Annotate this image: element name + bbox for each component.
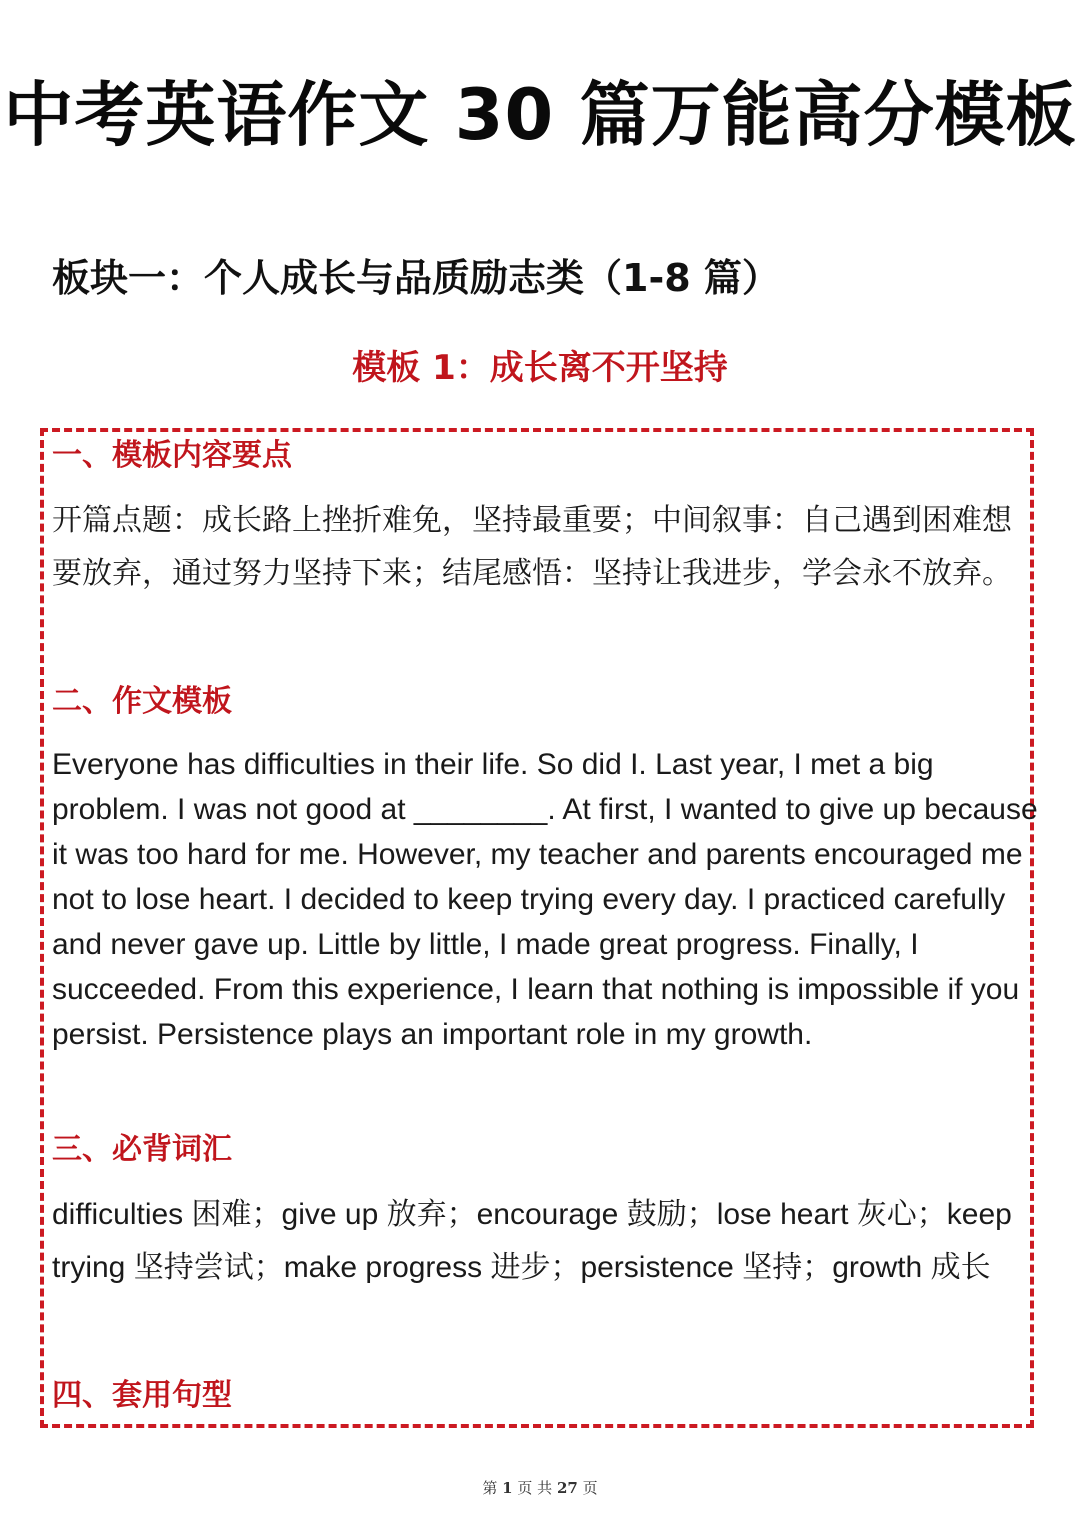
vocabulary-heading: 三、必背词汇 [52, 1132, 232, 1167]
patterns-heading: 四、套用句型 [52, 1378, 232, 1413]
page-footer [0, 1476, 1080, 1500]
footer-page-number: 1 [502, 1479, 513, 1497]
footer-prefix: 第 [482, 1479, 498, 1497]
points-heading: 一、模板内容要点 [52, 438, 292, 473]
essay-heading: 二、作文模板 [52, 684, 232, 719]
points-text: 开篇点题：成长路上挫折难免，坚持最重要；中间叙事：自己遇到困难想要放弃，通过努力坚持下来；结尾感悟：坚持让我进步，学会永不放弃。 [52, 503, 1012, 591]
section-heading: 板块一：个人成长与品质励志类（1-8 篇） [52, 256, 780, 300]
footer-suffix: 页 [582, 1479, 598, 1497]
document-title: 中考英语作文 30 篇万能高分模板 [3, 74, 1077, 156]
template-title: 模板 1：成长离不开坚持 [352, 348, 728, 388]
footer-total-pages: 27 [556, 1479, 578, 1497]
essay-text: Everyone has difficulties in their life. So did I. Last year, I met a big problem. I was not good at ________. At first, I wanted to give up because it was too hard for me. However, my teacher and parents encouraged me not to lose heart. I decided to keep trying every day. I practiced carefully and never gave up. Little by little, I made great progress. Finally, I succeeded. From this experience, I learn that nothing is impossible if you persist. Persistence plays an important role in my growth. [52, 748, 1038, 1051]
vocabulary-text: difficulties 困难；give up 放弃；encourage 鼓励；lose heart 灰心；keep trying 坚持尝试；make progress 进步；persistence 坚持；growth 成长 [52, 1198, 1012, 1284]
footer-middle: 页 共 [517, 1479, 553, 1497]
